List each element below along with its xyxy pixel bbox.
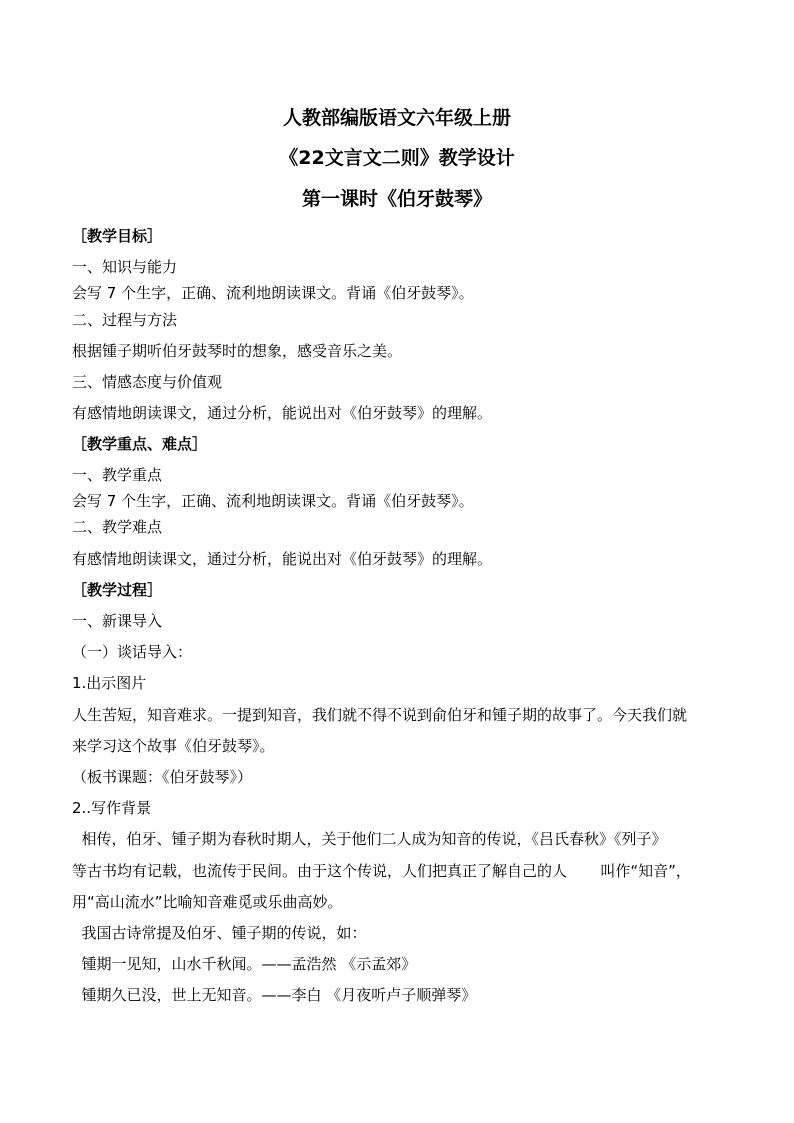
text-line: 锺期久已没，世上无知音。——李白 《月夜听卢子顺弹琴》 (72, 986, 477, 1004)
text-line: 一、新课导入 (72, 612, 163, 630)
text-line: 用“高山流水”比喻知音难觅或乐曲高妙。 (72, 893, 343, 911)
document-title: 人教部编版语文六年级上册 (282, 107, 511, 129)
text-line: 会写 7 个生字，正确、流利地朗读课文。背诵《伯牙鼓琴》。 (72, 284, 474, 302)
section-heading-key-points: ［教学重点、难点］ (72, 435, 208, 453)
text-line: 人生苦短，知音难求。一提到知音，我们就不得不说到俞伯牙和锺子期的故事了。今天我们就 (72, 706, 688, 724)
section-heading-process: ［教学过程］ (72, 581, 163, 599)
text-line: 相传，伯牙、锺子期为春秋时期人，关于他们二人成为知音的传说，《吕氏春秋》《列子》 (72, 830, 667, 848)
text-line: 三、情感态度与价值观 (72, 373, 223, 391)
text-line: 2..写作背景 (72, 799, 152, 817)
text-line: 二、教学难点 (72, 518, 163, 536)
text-line: 根据锺子期听伯牙鼓琴时的想象，感受音乐之美。 (72, 342, 403, 360)
text-line: 一、知识与能力 (72, 258, 178, 276)
text-line: 有感情地朗读课文，通过分析，能说出对《伯牙鼓琴》的理解。 (72, 404, 493, 422)
text-line: 1.出示图片 (72, 674, 147, 692)
text-line: 等古书均有记载，也流传于民间。由于这个传说，人们把真正了解自己的人 叫作“知音”， (72, 862, 691, 880)
lesson-title: 第一课时《伯牙鼓琴》 (301, 188, 492, 210)
text-line: 会写 7 个生字，正确、流利地朗读课文。背诵《伯牙鼓琴》。 (72, 492, 474, 510)
text-line: 锺期一见知，山水千秋闻。——孟浩然 《示孟郊》 (72, 955, 417, 973)
text-line: 二、过程与方法 (72, 311, 178, 329)
text-line: 我国古诗常提及伯牙、锺子期的传说，如： (72, 924, 367, 942)
text-line: （板书课题：《伯牙鼓琴》） (72, 768, 253, 786)
text-line: 有感情地朗读课文，通过分析，能说出对《伯牙鼓琴》的理解。 (72, 550, 493, 568)
document-subtitle: 《22文言文二则》教学设计 (279, 147, 515, 169)
text-line: （一）谈话导入： (72, 643, 193, 661)
text-line: 一、教学重点 (72, 466, 163, 484)
text-line: 来学习这个故事《伯牙鼓琴》。 (72, 737, 275, 755)
section-heading-objectives: ［教学目标］ (72, 227, 163, 245)
